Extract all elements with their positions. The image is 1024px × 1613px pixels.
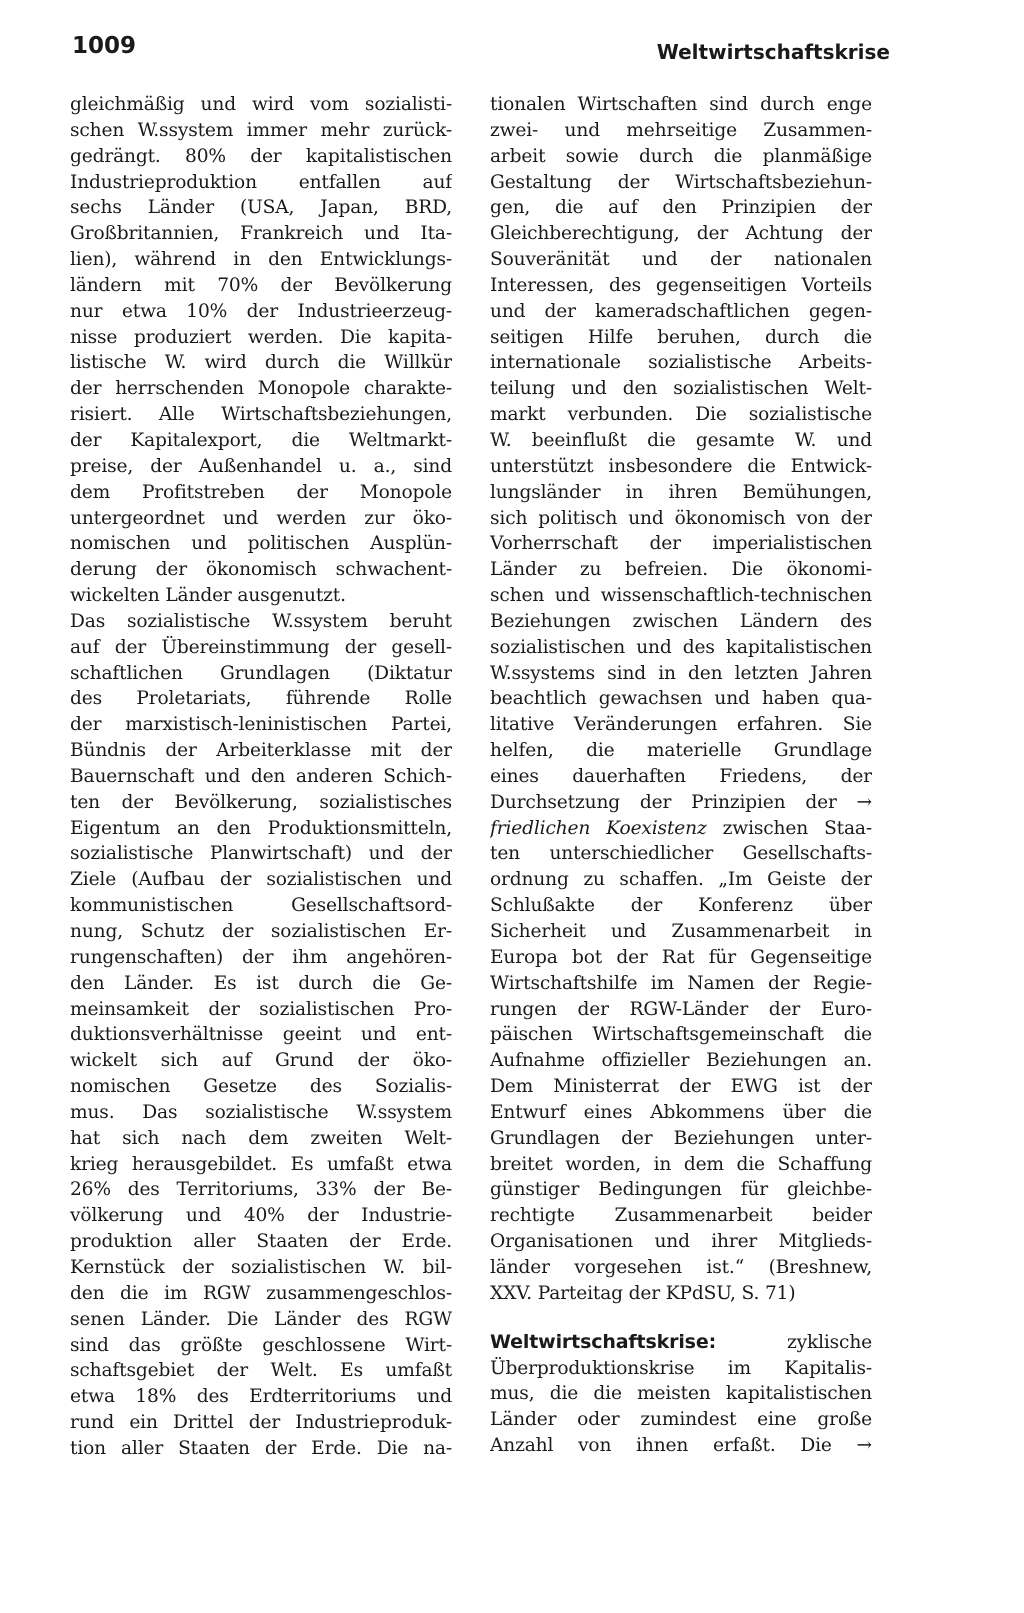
text-line: ten der Bevölkerung, sozialistisches	[70, 791, 452, 813]
text-line: lien), während in den Entwicklungs-	[70, 249, 452, 271]
entry-headline	[490, 1330, 872, 1356]
text-line: friedlichen Koexistenz zwischen Staa-	[490, 817, 872, 839]
right-column	[490, 92, 872, 1459]
page-number: 1009	[72, 33, 137, 59]
text-line: rungenschaften) der ihm angehören-	[70, 946, 452, 968]
text-line: nomischen Gesetze des Sozialis-	[70, 1076, 452, 1098]
text-line: dem Profitstreben der Monopole	[70, 481, 452, 503]
text-line: seitigen Hilfe beruhen, durch die	[490, 326, 872, 348]
text-line: nomischen und politischen Ausplün-	[70, 533, 452, 555]
text-line: Bündnis der Arbeiterklasse mit der	[70, 740, 452, 762]
text-line: den die im RGW zusammengeschlos-	[70, 1282, 452, 1304]
text-line: sich politisch und ökonomisch von der	[490, 507, 872, 529]
text-line: derung der ökonomisch schwachent-	[70, 559, 452, 581]
text-line: duktionsverhältnisse geeint und ent-	[70, 1024, 452, 1046]
text-line: internationale sozialistische Arbeits-	[490, 352, 872, 374]
text-line: Großbritannien, Frankreich und Ita-	[70, 223, 452, 245]
text-line: Organisationen und ihrer Mitglieds-	[490, 1231, 872, 1253]
text-line: Eigentum an den Produktionsmitteln,	[70, 817, 452, 839]
text-line: krieg herausgebildet. Es umfaßt etwa	[70, 1153, 452, 1175]
text-line: nung, Schutz der sozialistischen Er-	[70, 921, 452, 942]
text-line: Durchsetzung der Prinzipien der →	[490, 791, 872, 813]
text-line: eines dauerhaften Friedens, der	[490, 765, 872, 787]
text-line: Schlußakte der Konferenz über	[490, 895, 872, 917]
text-line: Grundlagen der Beziehungen unter-	[490, 1127, 872, 1149]
text-line: zwei- und mehrseitige Zusammen-	[490, 119, 872, 141]
text-line: Souveränität und der nationalen	[490, 249, 872, 271]
text-line: der Kapitalexport, die Weltmarkt-	[70, 429, 452, 451]
text-line: sind das größte geschlossene Wirt-	[70, 1334, 452, 1356]
text-line: unterstützt insbesondere die Entwick-	[490, 455, 872, 477]
text-line: nisse produziert werden. Die kapita-	[70, 326, 452, 348]
text-line: wickelten Länder ausgenutzt.	[70, 585, 346, 607]
text-line: länder vorgesehen ist.“ (Breshnew,	[490, 1256, 872, 1278]
text-line: Industrieproduktion entfallen auf	[70, 171, 452, 193]
cross-reference-italic: friedlichen Koexistenz	[490, 817, 707, 839]
text-line: wickelt sich auf Grund der öko-	[70, 1050, 452, 1072]
text-line: ten unterschiedlicher Gesellschafts-	[490, 843, 872, 865]
text-line: der herrschenden Monopole charakte-	[70, 378, 452, 400]
text-line: teilung und den sozialistischen Welt-	[490, 378, 872, 400]
text-line: sozialistischen und des kapitalistischen	[490, 636, 872, 658]
text-line: Dem Ministerrat der EWG ist der	[490, 1076, 872, 1098]
text-line: rungen der RGW-Länder der Euro-	[490, 998, 872, 1020]
text-line: XXV. Parteitag der KPdSU, S. 71)	[490, 1282, 796, 1304]
text-line: sechs Länder (USA, Japan, BRD,	[70, 197, 452, 219]
text-line: auf der Übereinstimmung der gesell-	[70, 636, 452, 658]
text-line: Anzahl von ihnen erfaßt. Die →	[490, 1435, 872, 1457]
text-line: markt verbunden. Die sozialistische	[490, 404, 872, 426]
text-line: schaftlichen Grundlagen (Diktatur	[70, 662, 452, 684]
text-line: Sicherheit und Zusammenarbeit in	[490, 921, 872, 942]
text-line: meinsamkeit der sozialistischen Pro-	[70, 998, 452, 1020]
text-line: arbeit sowie durch die planmäßige	[490, 145, 872, 167]
text-line: Beziehungen zwischen Ländern des	[490, 610, 872, 632]
entry-definition-start: zyklische	[786, 1331, 872, 1353]
text-line: helfen, die materielle Grundlage	[490, 740, 872, 762]
text-line: produktion aller Staaten der Erde.	[70, 1231, 452, 1253]
text-line: Wirtschaftshilfe im Namen der Regie-	[490, 972, 872, 994]
text-line: tion aller Staaten der Erde. Die na-	[70, 1437, 452, 1459]
text-line: der marxistisch-leninistischen Partei,	[70, 714, 452, 736]
text-line: sozialistische Planwirtschaft) und der	[70, 843, 452, 865]
text-line: rund ein Drittel der Industrieproduk-	[70, 1412, 452, 1434]
text-line: breitet worden, in dem die Schaffung	[490, 1153, 872, 1175]
text-line: Interessen, des gegenseitigen Vorteils	[490, 274, 872, 296]
text-line: schen W.ssystem immer mehr zurück-	[70, 119, 452, 141]
text-line: senen Länder. Die Länder des RGW	[70, 1308, 452, 1330]
text-line: untergeordnet und werden zur öko-	[70, 507, 452, 529]
text-line: beachtlich gewachsen und haben qua-	[490, 688, 872, 710]
text-line: mus. Das sozialistische W.ssystem	[70, 1101, 452, 1123]
entry-headword: Weltwirtschaftskrise:	[490, 1330, 717, 1353]
text-line: nur etwa 10% der Industrieerzeug-	[70, 300, 452, 322]
text-line: Gestaltung der Wirtschaftsbeziehun-	[490, 171, 872, 193]
text-line: ordnung zu schaffen. „Im Geiste der	[490, 869, 872, 891]
text-line: günstiger Bedingungen für gleichbe-	[490, 1179, 872, 1201]
text-line: und der kameradschaftlichen gegen-	[490, 300, 872, 322]
running-head: Weltwirtschaftskrise	[656, 40, 890, 64]
text-line: Überproduktionskrise im Kapitalis-	[490, 1357, 872, 1379]
text-line: Kernstück der sozialistischen W. bil-	[70, 1256, 452, 1278]
text-line: hat sich nach dem zweiten Welt-	[70, 1127, 452, 1149]
text-line: etwa 18% des Erdterritoriums und	[70, 1386, 452, 1408]
text-line: Europa bot der Rat für Gegenseitige	[490, 946, 872, 968]
text-line: W. beeinflußt die gesamte W. und	[490, 429, 872, 451]
text-line: des Proletariats, führende Rolle	[70, 688, 452, 710]
text-line: risiert. Alle Wirtschaftsbeziehungen,	[70, 404, 452, 426]
text-line: Länder zu befreien. Die ökonomi-	[490, 559, 872, 581]
text-line: gleichmäßig und wird vom sozialisti-	[70, 94, 452, 115]
text-line: Das sozialistische W.ssystem beruht	[70, 610, 452, 632]
text-line: ländern mit 70% der Bevölkerung	[70, 274, 452, 296]
text-line: litative Veränderungen erfahren. Sie	[490, 714, 872, 736]
entry-separator	[490, 1307, 872, 1330]
text-line: schen und wissenschaftlich-technischen	[490, 585, 872, 607]
text-line: 26% des Territoriums, 33% der Be-	[70, 1179, 452, 1201]
text-line: völkerung und 40% der Industrie-	[70, 1205, 452, 1227]
text-line: kommunistischen Gesellschaftsord-	[70, 895, 452, 917]
text-line: Länder oder zumindest eine große	[490, 1409, 872, 1431]
text-line: gen, die auf den Prinzipien der	[490, 197, 872, 219]
text-line: preise, der Außenhandel u. a., sind	[70, 455, 452, 477]
text-line: Gleichberechtigung, der Achtung der	[490, 223, 872, 245]
text-line: Vorherrschaft der imperialistischen	[490, 533, 872, 555]
left-column	[70, 92, 452, 1462]
text-line: gedrängt. 80% der kapitalistischen	[70, 145, 452, 167]
text-line: listische W. wird durch die Willkür	[70, 352, 452, 374]
text-line: den Länder. Es ist durch die Ge-	[70, 972, 452, 994]
text-line: Aufnahme offizieller Beziehungen an.	[490, 1050, 872, 1072]
text-line: Entwurf eines Abkommens über die	[490, 1101, 872, 1123]
text-line: schaftsgebiet der Welt. Es umfaßt	[70, 1360, 452, 1382]
text-line: mus, die die meisten kapitalistischen	[490, 1383, 872, 1405]
text-line: lungsländer in ihren Bemühungen,	[490, 481, 872, 503]
text-line: tionalen Wirtschaften sind durch enge	[490, 94, 872, 115]
text-line: päischen Wirtschaftsgemeinschaft die	[490, 1024, 872, 1046]
text-line: W.ssystems sind in den letzten Jahren	[490, 662, 872, 684]
text-line: rechtigte Zusammenarbeit beider	[490, 1205, 872, 1227]
text-line: Bauernschaft und den anderen Schich-	[70, 765, 452, 787]
text-line: Ziele (Aufbau der sozialistischen und	[70, 869, 452, 891]
